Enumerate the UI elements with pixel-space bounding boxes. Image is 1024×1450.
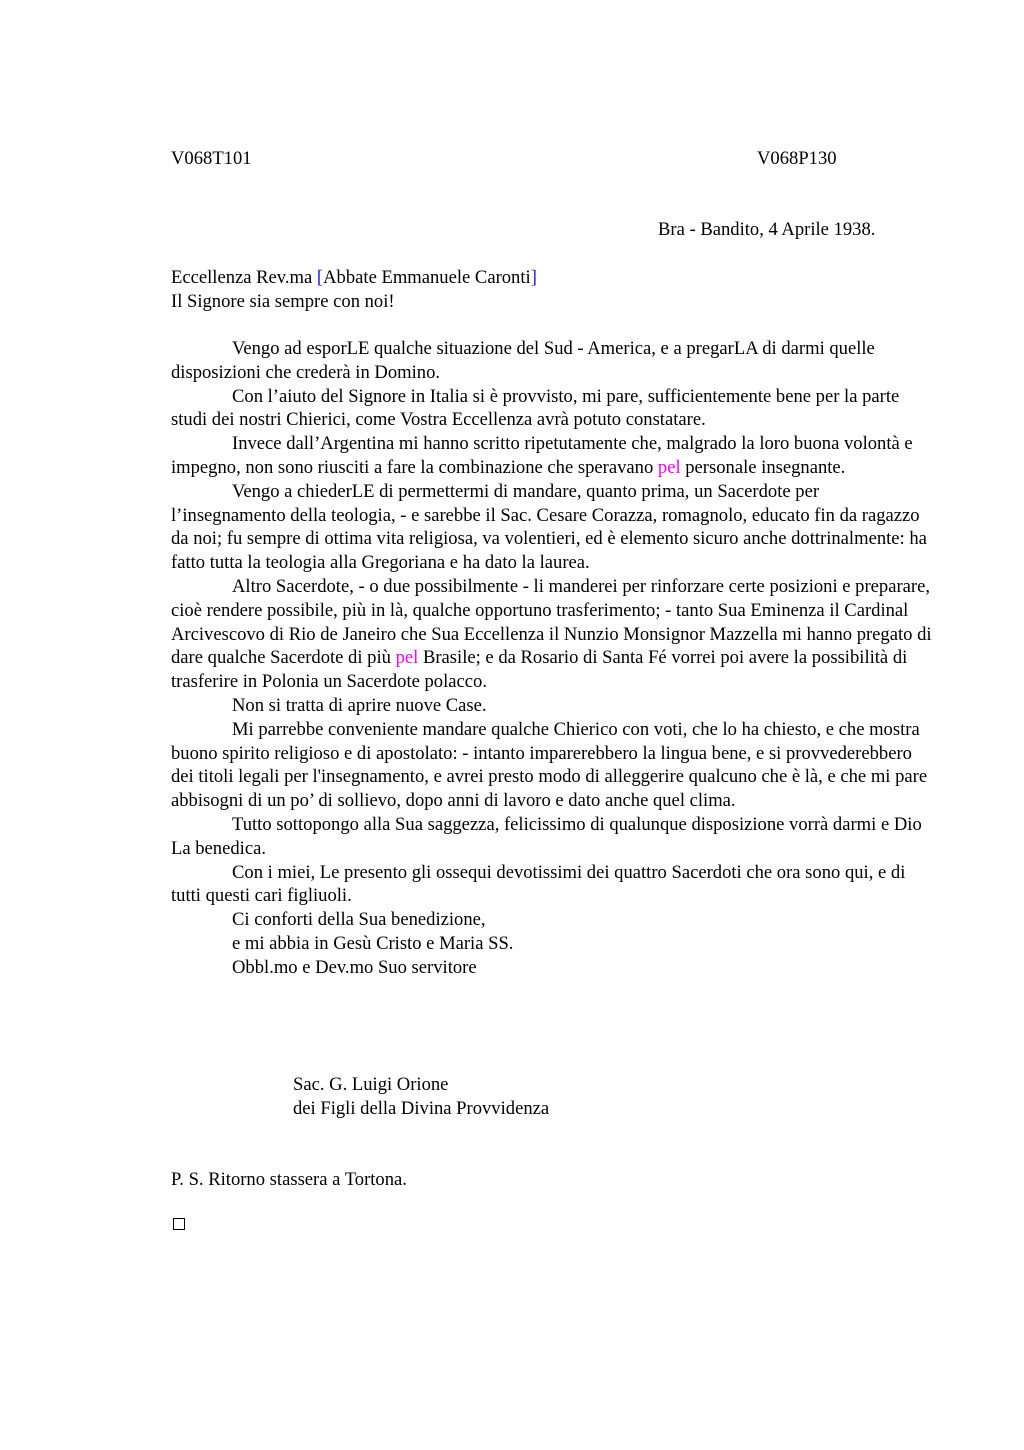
salutation — [171, 266, 537, 290]
paragraph-5 — [171, 575, 933, 694]
dateline: Bra - Bandito, 4 Aprile 1938. — [658, 219, 876, 240]
paragraph-6: Non si tratta di aprire nuove Case. — [232, 694, 487, 716]
paragraph-9: Con i miei, Le presento gli ossequi devotissimi dei quattro Sacerdoti che ora sono qui, e di tutti questi cari figliuoli. — [171, 861, 906, 907]
postscript: P. S. Ritorno stassera a Tortona. — [171, 1169, 407, 1190]
paragraph-5-text-b: Brasile; e da Rosario di Santa Fé vorrei poi avere la possibilità di trasferire in Polonia un Sacerdote polacco. — [171, 647, 908, 693]
closing-line-2: e mi abbia in Gesù Cristo e Maria SS. — [232, 932, 514, 954]
salutation-prefix: Eccellenza Rev.ma — [171, 267, 317, 288]
paragraph-3-text-a: Invece dall’Argentina mi hanno scritto ripetutamente che, malgrado la loro buona volontà e impegno, non sono riusciti a fare la combinazione che speravano — [171, 433, 913, 478]
bracket-open: [ — [316, 267, 324, 288]
paragraph-3-text-b: personale insegnante. — [680, 456, 846, 478]
signature-name: Sac. G. Luigi Orione — [293, 1074, 449, 1095]
highlight-pel: pel — [395, 647, 419, 669]
highlight-pel: pel — [657, 456, 681, 478]
paragraph-7: Mi parrebbe conveniente mandare qualche Chierico con voti, che lo ha chiesto, e che mostra buono spirito religioso e di apostolato: - intanto imparerebbero la lingua bene, e si provvederebbero dei titoli legali per l'insegnamento, e avrei presto modo di alleggerire qualcuno che è là, e che mi pare abbisogni di un po’ di sollievo, dopo anni di lavoro e dato anche quel clima. — [171, 718, 928, 812]
greeting: Il Signore sia sempre con noi! — [171, 291, 395, 312]
bracket-close: ] — [530, 267, 537, 288]
closing-line-1: Ci conforti della Sua benedizione, — [232, 909, 486, 931]
paragraph-8: Tutto sottopongo alla Sua saggezza, felicissimo di qualunque disposizione vorrà darmi e Dio La benedica. — [171, 813, 922, 859]
letter-body — [171, 337, 933, 980]
paragraph-3 — [171, 432, 933, 480]
header-left-code: V068T101 — [171, 148, 252, 169]
signature-congregation: dei Figli della Divina Provvidenza — [293, 1098, 550, 1119]
header-right-code: V068P130 — [757, 148, 837, 169]
empty-box-icon — [173, 1218, 185, 1230]
paragraph-1: Vengo ad esporLE qualche situazione del Sud - America, e a pregarLA di darmi quelle disposizioni che crederà in Domino. — [171, 338, 875, 383]
closing-line-3: Obbl.mo e Dev.mo Suo servitore — [232, 956, 477, 978]
paragraph-5-text-a: Altro Sacerdote, - o due possibilmente - li manderei per rinforzare certe posizioni e preparare, cioè rendere possibile, più in là, qualche opportuno trasferimento; - tanto Sua Eminenza il Cardinal Arcivescovo di Rio de Janeiro che Sua Eccellenza il Nunzio Monsignor Mazzella mi hanno pregato di dare qualche Sacerdote di più — [171, 575, 932, 669]
addressee: Abbate Emmanuele Caronti — [323, 267, 531, 288]
paragraph-2: Con l’aiuto del Signore in Italia si è provvisto, mi pare, sufficientemente bene per la parte studi dei nostri Chierici, come Vostra Eccellenza avrà potuto constatare. — [171, 385, 900, 431]
paragraph-4: Vengo a chiederLE di permettermi di mandare, quanto prima, un Sacerdote per l’insegnamento della teologia, - e sarebbe il Sac. Cesare Corazza, romagnolo, educato fin da ragazzo da noi; fu sempre di ottima vita religiosa, va volentieri, ed è elemento sicuro anche dottrinalmente: ha fatto tutta la teologia alla Gregoriana e ha dato la laurea. — [171, 480, 927, 574]
